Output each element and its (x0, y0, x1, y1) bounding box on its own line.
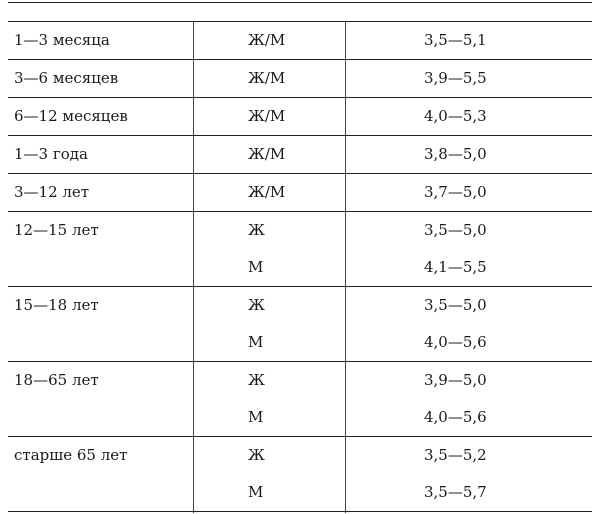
range-cell: 3,7—5,0 (424, 183, 487, 201)
sex-cell: Ж (248, 221, 265, 239)
table-row (8, 324, 592, 361)
age-cell: 1—3 года (14, 145, 88, 163)
sex-cell: Ж (248, 296, 265, 314)
age-cell: 6—12 месяцев (14, 107, 128, 125)
table-row (8, 174, 592, 211)
age-cell: 3—6 месяцев (14, 69, 119, 87)
sex-cell: Ж/М (248, 145, 286, 163)
range-cell: 3,9—5,0 (424, 371, 487, 389)
table-group (8, 362, 592, 437)
table-row (8, 249, 592, 286)
range-cell: 3,5—5,0 (424, 221, 487, 239)
table-row (8, 437, 592, 474)
sex-cell: М (248, 483, 264, 501)
sex-cell: Ж (248, 371, 265, 389)
range-cell: 4,0—5,6 (424, 333, 487, 351)
table-group (8, 287, 592, 362)
table-row (8, 474, 592, 511)
sex-cell: Ж (248, 446, 265, 464)
table-row (8, 212, 592, 249)
age-cell: 12—15 лет (14, 221, 99, 239)
range-cell: 3,5—5,0 (424, 296, 487, 314)
age-cell: 3—12 лет (14, 183, 90, 201)
range-cell: 3,8—5,0 (424, 145, 487, 163)
sex-cell: Ж/М (248, 31, 286, 49)
range-cell: 4,1—5,5 (424, 258, 487, 276)
table-row (8, 60, 592, 97)
sex-cell: М (248, 333, 264, 351)
reference-table (8, 2, 592, 512)
range-cell: 4,0—5,3 (424, 107, 487, 125)
range-cell: 3,5—5,7 (424, 483, 487, 501)
range-cell: 3,5—5,1 (424, 31, 487, 49)
sex-cell: М (248, 258, 264, 276)
table-top-spacer (8, 3, 592, 21)
table-group (8, 212, 592, 287)
table-group (8, 174, 592, 212)
table-group (8, 21, 592, 60)
range-cell: 4,0—5,6 (424, 408, 487, 426)
age-cell: 15—18 лет (14, 296, 99, 314)
sex-cell: М (248, 408, 264, 426)
range-cell: 3,5—5,2 (424, 446, 487, 464)
table-group (8, 136, 592, 174)
table-row (8, 399, 592, 436)
table-group (8, 60, 592, 98)
table-group (8, 437, 592, 512)
age-cell: 18—65 лет (14, 371, 99, 389)
sex-cell: Ж/М (248, 69, 286, 87)
age-cell: старше 65 лет (14, 446, 128, 464)
table-row (8, 98, 592, 135)
table-row (8, 136, 592, 173)
sex-cell: Ж/М (248, 107, 286, 125)
table-row (8, 362, 592, 399)
age-cell: 1—3 месяца (14, 31, 110, 49)
sex-cell: Ж/М (248, 183, 286, 201)
table-row (8, 287, 592, 324)
table-group (8, 98, 592, 136)
table-row (8, 22, 592, 59)
range-cell: 3,9—5,5 (424, 69, 487, 87)
